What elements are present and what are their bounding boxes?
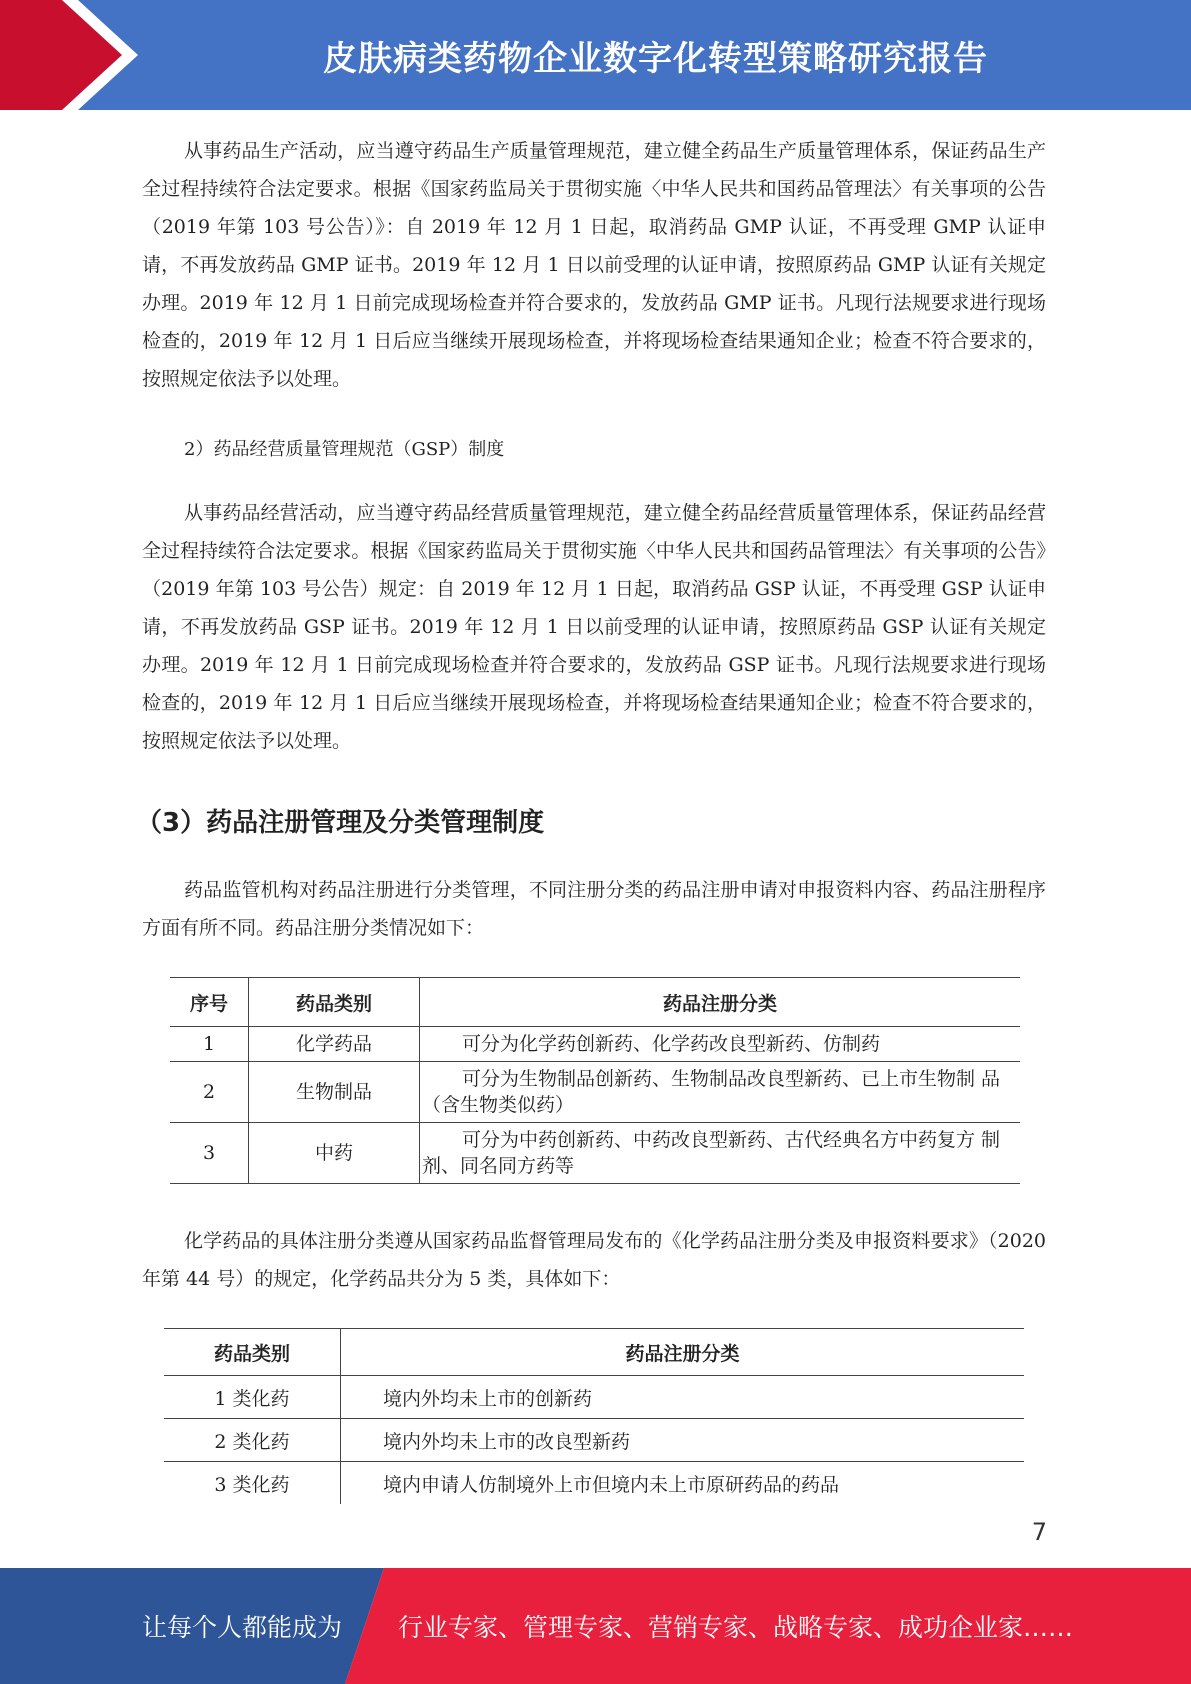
- cell-classification: 可分为中药创新药、中药改良型新药、古代经典名方中药复方 制剂、同名同方药等: [422, 1129, 1001, 1177]
- red-chevron-icon: [0, 0, 160, 110]
- table-row: [170, 1062, 1020, 1123]
- cell-category: 生物制品: [249, 1062, 420, 1123]
- cell-category: 2 类化药: [164, 1419, 341, 1462]
- header-category: 药品类别: [249, 978, 420, 1027]
- page-content: [136, 132, 1046, 1504]
- footer-slogan-right: 行业专家、管理专家、营销专家、战略专家、成功企业家……: [398, 1613, 1074, 1642]
- table-header-row: [164, 1329, 1024, 1376]
- cell-classification: 境内外均未上市的改良型新药: [341, 1419, 1025, 1462]
- paragraph-registration: 药品监管机构对药品注册进行分类管理，不同注册分类的药品注册申请对申报资料内容、药品注册程序方面有所不同。药品注册分类情况如下：: [142, 879, 1046, 939]
- cell-category: 中药: [249, 1123, 420, 1184]
- header-classification: 药品注册分类: [420, 978, 1021, 1027]
- registration-table: [170, 977, 1020, 1184]
- cell-no: 1: [170, 1027, 249, 1062]
- header-no: 序号: [170, 978, 249, 1027]
- page-header: [0, 0, 1191, 110]
- subheading-gsp: 2）药品经营质量管理规范（GSP）制度: [184, 439, 505, 460]
- table-row: [170, 1123, 1020, 1184]
- chemical-drug-table: [164, 1328, 1024, 1504]
- paragraph-chemical: 化学药品的具体注册分类遵从国家药品监督管理局发布的《化学药品注册分类及申报资料要求》（2020 年第 44 号）的规定，化学药品共分为 5 类，具体如下：: [142, 1230, 1046, 1290]
- table-row: [164, 1376, 1024, 1419]
- cell-classification: 可分为生物制品创新药、生物制品改良型新药、已上市生物制 品（含生物类似药）: [422, 1068, 1001, 1116]
- page-number: 7: [1031, 1518, 1047, 1546]
- cell-no: 2: [170, 1062, 249, 1123]
- cell-no: 3: [170, 1123, 249, 1184]
- cell-category: 3 类化药: [164, 1462, 341, 1505]
- page-footer: [0, 1568, 1191, 1684]
- paragraph-gmp: 从事药品生产活动，应当遵守药品生产质量管理规范，建立健全药品生产质量管理体系，保证药品生产全过程持续符合法定要求。根据《国家药监局关于贯彻实施〈中华人民共和国药品管理法〉有关事项的公告（2019 年第 103 号公告）》：自 2019 年 12 月 1 日起，取消药品 GMP 认证，不再受理 GMP 认证申请，不再发放药品 GMP 证书。2019 年 12 月 1 日以前受理的认证申请，按照原药品 GMP 认证有关规定办理。2019 年 12 月 1 日前完成现场检查并符合要求的，发放药品 GMP 证书。凡现行法规要求进行现场检查的，2019 年 12 月 1 日后应当继续开展现场检查，并将现场检查结果通知企业；检查不符合要求的，按照规定依法予以处理。: [142, 140, 1046, 390]
- cell-category: 1 类化药: [164, 1376, 341, 1419]
- paragraph-gsp: 从事药品经营活动，应当遵守药品经营质量管理规范，建立健全药品经营质量管理体系，保证药品经营全过程持续符合法定要求。根据《国家药监局关于贯彻实施〈中华人民共和国药品管理法〉有关事项的公告》（2019 年第 103 号公告）规定：自 2019 年 12 月 1 日起，取消药品 GSP 认证，不再受理 GSP 认证申请，不再发放药品 GSP 证书。2019 年 12 月 1 日以前受理的认证申请，按照原药品 GSP 认证有关规定办理。2019 年 12 月 1 日前完成现场检查并符合要求的，发放药品 GSP 证书。凡现行法规要求进行现场检查的，2019 年 12 月 1 日后应当继续开展现场检查，并将现场检查结果通知企业；检查不符合要求的，按照规定依法予以处理。: [142, 502, 1046, 752]
- cell-classification: 境内申请人仿制境外上市但境内未上市原研药品的药品: [341, 1462, 1025, 1505]
- footer-slogan-left: 让每个人都能成为: [142, 1613, 343, 1642]
- table-row: [164, 1419, 1024, 1462]
- report-title: 皮肤病类药物企业数字化转型策略研究报告: [323, 38, 988, 79]
- table-row: [164, 1462, 1024, 1505]
- table-header-row: [170, 978, 1020, 1027]
- cell-category: 化学药品: [249, 1027, 420, 1062]
- header-category: 药品类别: [164, 1329, 341, 1376]
- section-heading: （3）药品注册管理及分类管理制度: [136, 808, 545, 838]
- cell-classification: 境内外均未上市的创新药: [341, 1376, 1025, 1419]
- table-row: [170, 1027, 1020, 1062]
- cell-classification: 可分为化学药创新药、化学药改良型新药、仿制药: [462, 1033, 881, 1055]
- header-classification: 药品注册分类: [341, 1329, 1025, 1376]
